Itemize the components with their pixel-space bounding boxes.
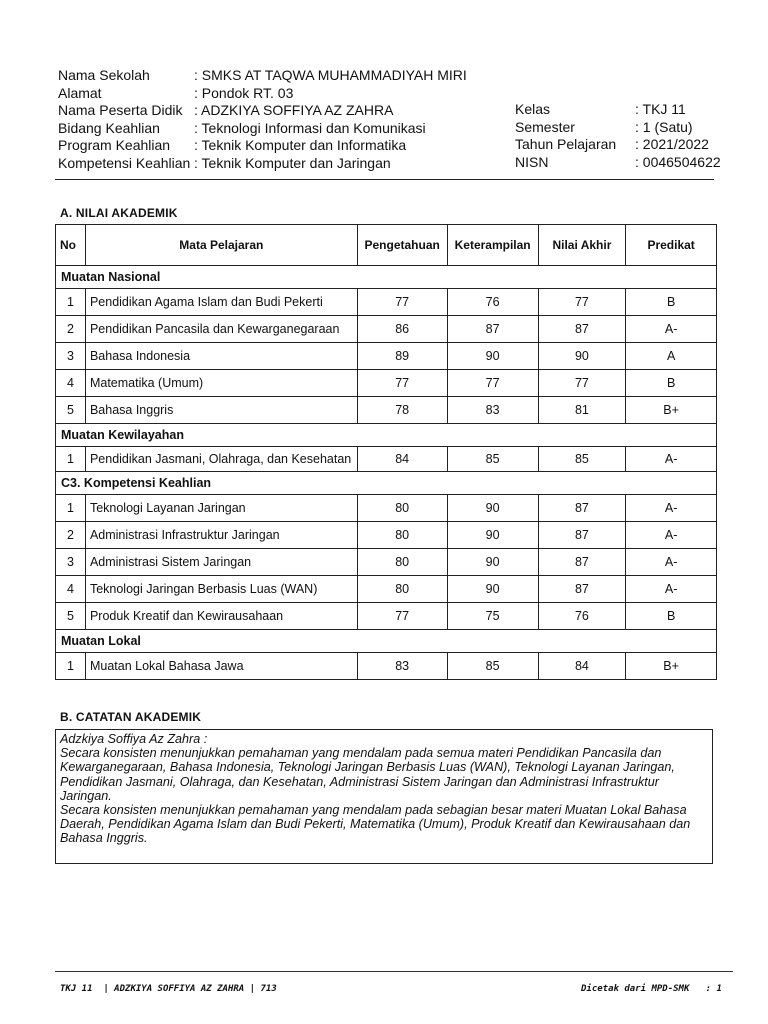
notes-paragraph: Secara konsisten menunjukkan pemahaman yang mendalam pada sebagian besar materi Muatan Lokal Bahasa Daerah, Pendidikan Agama Islam dan Budi Pekerti, Matematika (Umum), Produk Kreatif dan Kewirausahaan dan Bahasa Inggris. (60, 803, 691, 846)
info-value: : SMKS AT TAQWA MUHAMMADIYAH MIRI (194, 67, 467, 83)
info-label: Program Keahlian (58, 137, 171, 153)
cell-no: 1 (56, 289, 86, 316)
cell-subject: Pendidikan Agama Islam dan Budi Pekerti (85, 289, 357, 316)
group-label: Muatan Kewilayahan (56, 424, 717, 447)
cell-skill: 90 (447, 522, 538, 549)
cell-predicate: B (626, 603, 717, 630)
cell-final: 84 (538, 653, 626, 680)
cell-skill: 90 (447, 549, 538, 576)
cell-skill: 85 (447, 447, 538, 472)
cell-final: 85 (538, 447, 626, 472)
info-value: : TKJ 11 (635, 101, 686, 117)
cell-final: 76 (538, 603, 626, 630)
table-row (56, 603, 717, 630)
info-value: : 2021/2022 (635, 136, 709, 152)
col-header-final: Nilai Akhir (538, 225, 626, 266)
cell-subject: Matematika (Umum) (85, 370, 357, 397)
info-value: : Teknik Komputer dan Informatika (194, 137, 407, 153)
cell-subject: Muatan Lokal Bahasa Jawa (85, 653, 357, 680)
table-row (56, 397, 717, 424)
cell-skill: 90 (447, 343, 538, 370)
cell-predicate: A- (626, 447, 717, 472)
cell-no: 1 (56, 653, 86, 680)
table-row (56, 522, 717, 549)
footer-right: Dicetak dari MPD-SMK : 1 (581, 984, 722, 994)
cell-final: 87 (538, 549, 626, 576)
group-row (56, 472, 717, 495)
cell-skill: 76 (447, 289, 538, 316)
cell-predicate: A- (626, 495, 717, 522)
col-header-knowledge: Pengetahuan (357, 225, 447, 266)
info-value: : ADZKIYA SOFFIYA AZ ZAHRA (194, 102, 394, 118)
col-header-predicate: Predikat (626, 225, 717, 266)
table-row (56, 370, 717, 397)
info-label: NISN (515, 153, 549, 170)
footer-left: TKJ 11 | ADZKIYA SOFFIYA AZ ZAHRA | 713 (60, 984, 277, 994)
table-row (56, 653, 717, 680)
group-row (56, 630, 717, 653)
cell-no: 1 (56, 495, 86, 522)
cell-skill: 85 (447, 653, 538, 680)
cell-no: 4 (56, 576, 86, 603)
cell-final: 90 (538, 343, 626, 370)
cell-knowledge: 80 (357, 495, 447, 522)
info-value: : Teknologi Informasi dan Komunikasi (194, 119, 426, 136)
cell-no: 2 (56, 522, 86, 549)
cell-final: 87 (538, 522, 626, 549)
info-label: Nama Peserta Didik (58, 102, 183, 118)
cell-no: 3 (56, 343, 86, 370)
cell-predicate: A- (626, 549, 717, 576)
table-row (56, 495, 717, 522)
table-row (56, 549, 717, 576)
grades-body (56, 266, 717, 680)
cell-final: 77 (538, 370, 626, 397)
info-label: Nama Sekolah (58, 67, 150, 83)
table-row (56, 343, 717, 370)
cell-final: 77 (538, 289, 626, 316)
cell-subject: Administrasi Infrastruktur Jaringan (85, 522, 357, 549)
cell-final: 87 (538, 316, 626, 343)
info-value: : Pondok RT. 03 (194, 84, 294, 101)
header-divider (55, 179, 714, 180)
cell-no: 5 (56, 603, 86, 630)
cell-final: 87 (538, 495, 626, 522)
cell-predicate: A- (626, 576, 717, 603)
cell-knowledge: 77 (357, 603, 447, 630)
table-header-row (56, 225, 717, 266)
cell-subject: Produk Kreatif dan Kewirausahaan (85, 603, 357, 630)
col-header-subject: Mata Pelajaran (85, 225, 357, 266)
cell-predicate: A (626, 343, 717, 370)
cell-subject: Teknologi Layanan Jaringan (85, 495, 357, 522)
info-label: Semester (515, 118, 575, 135)
info-label: Kompetensi Keahlian (58, 154, 191, 171)
table-row (56, 289, 717, 316)
cell-subject: Pendidikan Pancasila dan Kewarganegaraan (85, 316, 357, 343)
cell-final: 81 (538, 397, 626, 424)
group-label: C3. Kompetensi Keahlian (56, 472, 717, 495)
academic-notes-box (55, 729, 713, 864)
cell-no: 2 (56, 316, 86, 343)
section-b-title: B. CATATAN AKADEMIK (60, 710, 202, 724)
cell-predicate: B (626, 370, 717, 397)
info-value: : Teknik Komputer dan Jaringan (194, 154, 391, 171)
student-info-right (515, 101, 735, 176)
cell-predicate: B+ (626, 397, 717, 424)
cell-skill: 83 (447, 397, 538, 424)
table-row (56, 576, 717, 603)
cell-predicate: B+ (626, 653, 717, 680)
group-label: Muatan Lokal (56, 630, 717, 653)
table-row (56, 316, 717, 343)
cell-knowledge: 89 (357, 343, 447, 370)
group-row (56, 424, 717, 447)
cell-subject: Bahasa Inggris (85, 397, 357, 424)
info-label: Tahun Pelajaran (515, 136, 617, 152)
cell-predicate: B (626, 289, 717, 316)
table-row (56, 447, 717, 472)
info-label: Bidang Keahlian (58, 119, 160, 136)
cell-knowledge: 80 (357, 549, 447, 576)
cell-final: 87 (538, 576, 626, 603)
group-row (56, 266, 717, 289)
cell-no: 1 (56, 447, 86, 472)
cell-skill: 90 (447, 495, 538, 522)
cell-knowledge: 86 (357, 316, 447, 343)
cell-predicate: A- (626, 316, 717, 343)
group-label: Muatan Nasional (56, 266, 717, 289)
cell-knowledge: 83 (357, 653, 447, 680)
cell-subject: Bahasa Indonesia (85, 343, 357, 370)
cell-skill: 75 (447, 603, 538, 630)
grades-table (55, 224, 717, 680)
cell-knowledge: 84 (357, 447, 447, 472)
cell-skill: 77 (447, 370, 538, 397)
footer-divider (55, 971, 733, 972)
cell-knowledge: 80 (357, 522, 447, 549)
section-a-title: A. NILAI AKADEMIK (60, 206, 178, 220)
col-header-skill: Keterampilan (447, 225, 538, 266)
cell-no: 4 (56, 370, 86, 397)
info-label: Alamat (58, 84, 102, 101)
cell-knowledge: 78 (357, 397, 447, 424)
cell-no: 3 (56, 549, 86, 576)
cell-knowledge: 77 (357, 370, 447, 397)
cell-skill: 87 (447, 316, 538, 343)
info-value: : 1 (Satu) (635, 118, 693, 135)
cell-subject: Administrasi Sistem Jaringan (85, 549, 357, 576)
cell-predicate: A- (626, 522, 717, 549)
cell-knowledge: 77 (357, 289, 447, 316)
cell-subject: Pendidikan Jasmani, Olahraga, dan Kesehatan (85, 447, 357, 472)
cell-no: 5 (56, 397, 86, 424)
notes-paragraph: Secara konsisten menunjukkan pemahaman yang mendalam pada semua materi Pendidikan Pancasila dan Kewarganegaraan, Bahasa Indonesia, Teknologi Jaringan Berbasis Luas (WAN), Teknologi Layanan Jaringan, Pendidikan Jasmani, Olahraga, dan Kesehatan, Administrasi Sistem Jaringan dan Administrasi Infrastruktur Jaringan. (60, 746, 675, 803)
col-header-no: No (56, 225, 86, 266)
info-value: : 0046504622 (635, 153, 721, 170)
cell-skill: 90 (447, 576, 538, 603)
cell-subject: Teknologi Jaringan Berbasis Luas (WAN) (85, 576, 357, 603)
cell-knowledge: 80 (357, 576, 447, 603)
info-label: Kelas (515, 101, 551, 117)
notes-paragraph: Adzkiya Soffiya Az Zahra : (60, 732, 208, 746)
student-info-left (58, 67, 518, 177)
